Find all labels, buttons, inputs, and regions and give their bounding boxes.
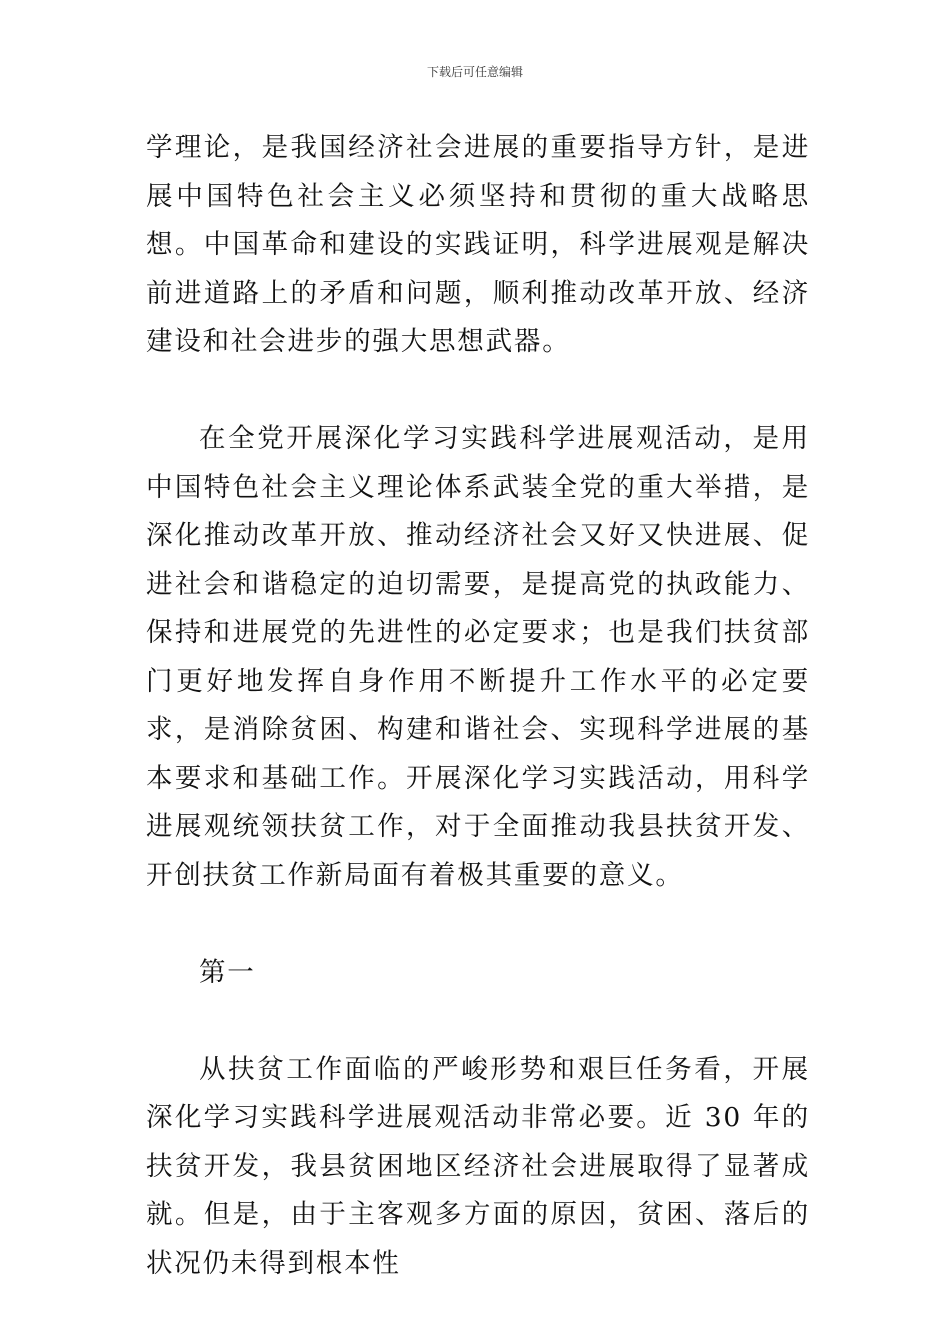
paragraph-2: 在全党开展深化学习实践科学进展观活动，是用中国特色社会主义理论体系武装全党的重大举措，是深化推动改革开放、推动经济社会又好又快进展、促进社会和谐稳定的迫切需要，是提高党的执政能力、保持和进展党的先进性的必定要求；也是我们扶贫部门更好地发挥自身作用不断提升工作水平的必定要求，是消除贫困、构建和谐社会、实现科学进展的基本要求和基础工作。开展深化学习实践活动，用科学进展观统领扶贫工作，对于全面推动我县扶贫开发、开创扶贫工作新局面有着极其重要的意义。 — [146, 423, 810, 891]
paragraph-spacer — [146, 900, 810, 949]
paragraph-spacer — [146, 367, 810, 416]
paragraph-1: 学理论，是我国经济社会进展的重要指导方针，是进展中国特色社会主义必须坚持和贯彻的重大战略思想。中国革命和建设的实践证明，科学进展观是解决前进道路上的矛盾和问题，顺利推动改革开放、经济建设和社会进步的强大思想武器。 — [146, 132, 810, 357]
page-header: 下载后可任意编辑 — [426, 65, 523, 79]
document-body — [146, 124, 810, 1288]
paragraph-3: 从扶贫工作面临的严峻形势和艰巨任务看，开展深化学习实践科学进展观活动非常必要。近 30 年的扶贫开发，我县贫困地区经济社会进展取得了显著成就。但是，由于主客观多方面的原因，贫困、落后的状况仍未得到根本性 — [146, 1053, 810, 1279]
paragraph-spacer — [146, 997, 810, 1046]
section-heading: 第一 — [199, 956, 256, 988]
